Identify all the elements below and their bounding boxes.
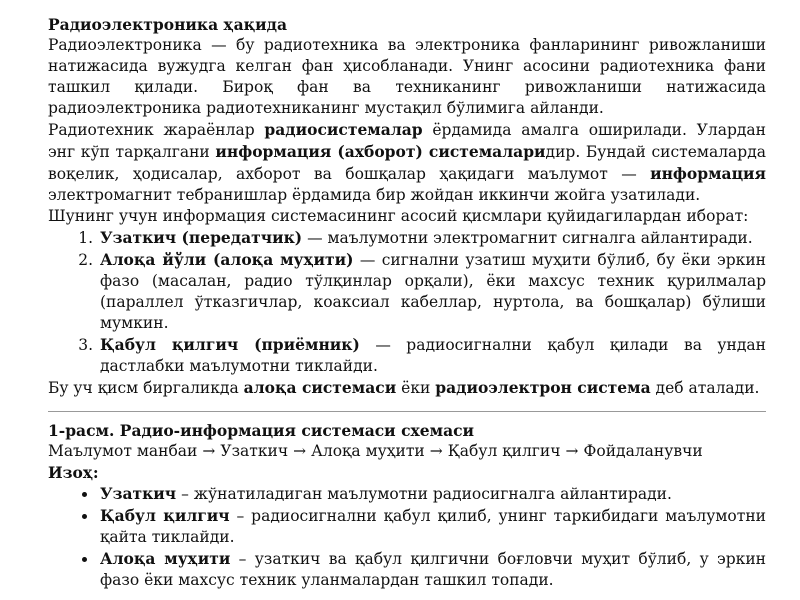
bold-term: радиосистемалар: [264, 120, 423, 139]
chain-node: Маълумот манбаи: [48, 442, 198, 460]
figure-chain: [48, 441, 766, 462]
bold-term: радиоэлектрон система: [435, 378, 651, 397]
text-run: Радиотехник жараёнлар: [48, 121, 265, 139]
document-page: [48, 14, 766, 591]
bold-term: алоқа системаси: [243, 378, 397, 397]
list-item: [98, 548, 766, 591]
text-run: электромагнит тебранишлар ёрдамида бир жойдан иккинчи жойга узатилади.: [48, 186, 701, 204]
paragraph-components: Шунинг учун информация системасининг асосий қисмлари қуйидагилардан иборат:: [48, 207, 749, 225]
list-item: [98, 505, 766, 548]
chain-node: Узаткич: [220, 442, 289, 460]
text-run: дир. Бундай системаларда воқелик, ҳодисалар, ахборот ва бошқалар ҳақидаги маълумот —: [48, 143, 767, 183]
figure-caption: 1-расм. Радио-информация системаси схемаси: [48, 421, 475, 440]
text-run: — радиосигнални қабул қилади ва ундан дастлабки маълумотни тиклайди.: [100, 336, 766, 375]
list-item: [98, 334, 766, 377]
bold-term: Узаткич (передатчик): [100, 228, 303, 247]
text-run: деб аталади.: [650, 379, 760, 397]
list-item: [98, 483, 766, 505]
chain-node: Алоқа муҳити: [311, 442, 425, 460]
text-run: ёки: [396, 379, 436, 397]
bold-term: информация (ахборот) системалари: [215, 142, 546, 161]
note-label: Изоҳ:: [48, 463, 99, 482]
text-run: Бу уч қисм биргаликда: [48, 379, 244, 397]
bold-term: Қабул қилгич: [100, 506, 230, 525]
text-run: ёрдамида амалга оширилади. Улардан энг кўп тарқалгани: [48, 121, 767, 161]
text-run: — маълумотни электромагнит сигналга айлантиради.: [302, 229, 753, 247]
arrow-right-icon: →: [293, 442, 307, 460]
arrow-right-icon: →: [429, 442, 443, 460]
text-run: – узаткич ва қабул қилгични боғловчи муҳит бўлиб, у эркин фазо ёки махсус техник уланмалардан ташкил топади.: [100, 550, 766, 589]
text-run: – жўнатиладиган маълумотни радиосигналга айлантиради.: [176, 485, 672, 503]
section-title: Радиоэлектроника ҳақида: [48, 15, 288, 34]
bold-term: Алоқа муҳити: [100, 549, 231, 568]
chain-node: Қабул қилгич: [447, 442, 561, 460]
paragraph-intro: Радиоэлектроника — бу радиотехника ва электроника фанларининг ривожланиши натижасида вужудга келган фан ҳисобланади. Унинг асосини радиотехника фани ташкил қилади. Бироқ фан ва техниканинг ривожланиши натижасида радиоэлектроника радиотехниканинг мустақил бўлимига айланди.: [48, 36, 766, 117]
arrow-right-icon: →: [202, 442, 216, 460]
bold-term: Қабул қилгич (приёмник): [100, 335, 360, 354]
list-item: [98, 227, 766, 249]
components-list: [48, 227, 766, 377]
arrow-right-icon: →: [565, 442, 579, 460]
bold-term: информация: [650, 164, 766, 183]
bold-term: Узаткич: [100, 484, 177, 503]
notes-list: [48, 483, 766, 591]
chain-node: Фойдаланувчи: [583, 442, 703, 460]
text-run: — сигнални узатиш муҳити бўлиб, бу ёки эркин фазо (масалан, радио тўлқинлар орқали), ёки махсус техник қурилмалар (параллел ўтказгичлар, коаксиал кабеллар, нуртола, ва бошқалар) бўлиши мумкин.: [100, 251, 766, 332]
divider: [48, 411, 766, 412]
text-run: – радиосигнални қабул қилиб, унинг таркибидаги маълумотни қайта тиклайди.: [100, 507, 766, 546]
list-item: [98, 249, 766, 334]
bold-term: Алоқа йўли (алоқа муҳити): [100, 250, 354, 269]
paragraph-radiosystems: [48, 119, 766, 206]
paragraph-summary: [48, 377, 766, 399]
